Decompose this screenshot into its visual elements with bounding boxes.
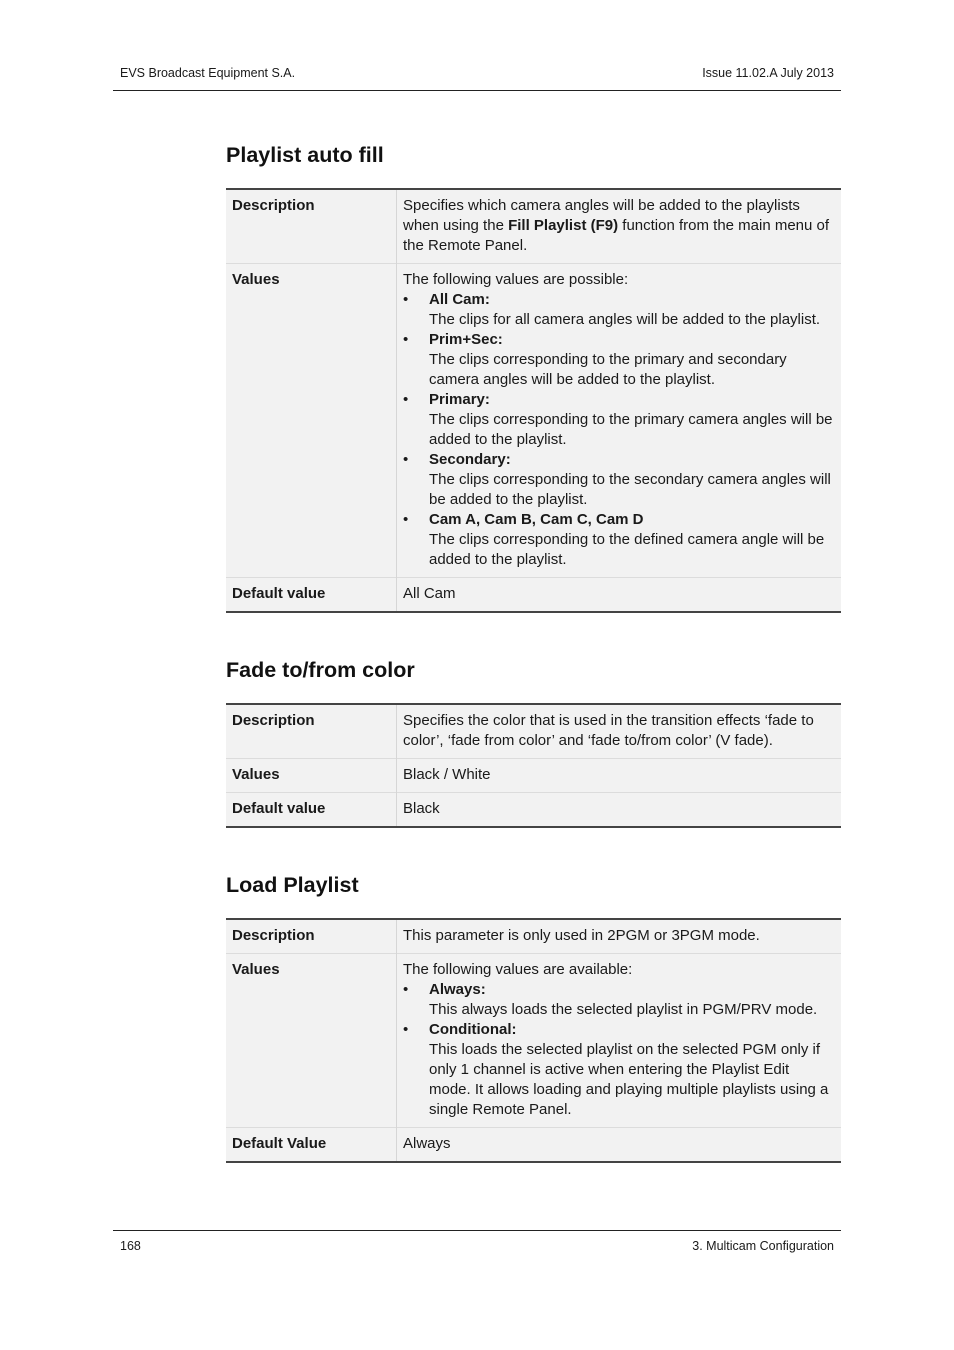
row-label: Values [226,264,397,578]
page-header [113,66,841,91]
header-issue: Issue 11.02.A July 2013 [702,66,834,80]
list-item [403,980,835,1020]
description-text: function from the main menu of the Remote Panel. [403,217,830,254]
list-item [403,450,835,510]
row-label: Values [226,954,397,1128]
bullet-icon: • [403,451,409,468]
row-label: Description [226,704,397,759]
page-footer [113,1230,841,1255]
default-value: Always [397,1128,842,1163]
table-row [226,759,841,793]
value-term: All Cam: [429,291,490,308]
values-intro: The following values are available: [403,961,633,978]
table-row [226,793,841,828]
value-term: Always: [429,981,486,998]
table-row [226,919,841,954]
value-term: Secondary: [429,451,511,468]
values-cell [397,954,842,1128]
list-item [403,510,835,570]
section-title-fade-color: Fade to/from color [226,658,415,682]
row-label: Default value [226,578,397,613]
fade-color-table [226,703,841,828]
bullet-icon: • [403,331,409,348]
row-label: Default Value [226,1128,397,1163]
row-label: Description [226,189,397,264]
default-value: Black [397,793,842,828]
table-row [226,578,841,613]
table-row [226,704,841,759]
values-text: Black / White [397,759,842,793]
value-description: The clips corresponding to the defined camera angle will be added to the playlist. [429,531,825,568]
description-cell [397,189,842,264]
bullet-icon: • [403,511,409,528]
table-row [226,189,841,264]
values-intro: The following values are possible: [403,271,629,288]
value-term: Primary: [429,391,490,408]
bullet-icon: • [403,291,409,308]
value-description: The clips for all camera angles will be added to the playlist. [429,311,821,328]
bullet-icon: • [403,1021,409,1038]
value-description: The clips corresponding to the primary camera angles will be added to the playlist. [429,411,833,448]
table-row [226,954,841,1128]
value-description: The clips corresponding to the secondary camera angles will be added to the playlist. [429,471,831,508]
value-description: The clips corresponding to the primary and secondary camera angles will be added to the playlist. [429,351,787,388]
values-list [403,290,835,570]
fill-playlist-command: Fill Playlist (F9) [508,217,619,234]
page-content [226,142,841,1163]
value-description: This loads the selected playlist on the selected PGM only if only 1 channel is active when entering the Playlist Edit mode. It allows loading and playing multiple playlists using a single Remote Panel. [429,1041,829,1118]
description-text: This parameter is only used in 2PGM or 3PGM mode. [397,919,842,954]
table-row [226,1128,841,1163]
bullet-icon: • [403,981,409,998]
values-cell [397,264,842,578]
bullet-icon: • [403,391,409,408]
row-label: Default value [226,793,397,828]
list-item [403,330,835,390]
value-term: Cam A, Cam B, Cam C, Cam D [429,511,644,528]
chapter-title: 3. Multicam Configuration [692,1239,834,1253]
description-text: Specifies the color that is used in the transition effects ‘fade to color’, ‘fade from color’ and ‘fade to/from color’ (V fade). [397,704,842,759]
list-item [403,290,835,330]
default-value: All Cam [397,578,842,613]
row-label: Values [226,759,397,793]
table-row [226,264,841,578]
description-text: Specifies which camera angles will be added to the playlists when using the [403,197,800,234]
value-description: This always loads the selected playlist in PGM/PRV mode. [429,1001,818,1018]
section-title-load-playlist: Load Playlist [226,873,359,897]
row-label: Description [226,919,397,954]
page-number: 168 [120,1239,141,1253]
values-list [403,980,835,1120]
playlist-auto-fill-table [226,188,841,613]
header-company: EVS Broadcast Equipment S.A. [120,66,296,80]
value-term: Prim+Sec: [429,331,503,348]
section-title-playlist-auto-fill: Playlist auto fill [226,143,384,167]
load-playlist-table [226,918,841,1163]
list-item [403,1020,835,1120]
value-term: Conditional: [429,1021,517,1038]
list-item [403,390,835,450]
